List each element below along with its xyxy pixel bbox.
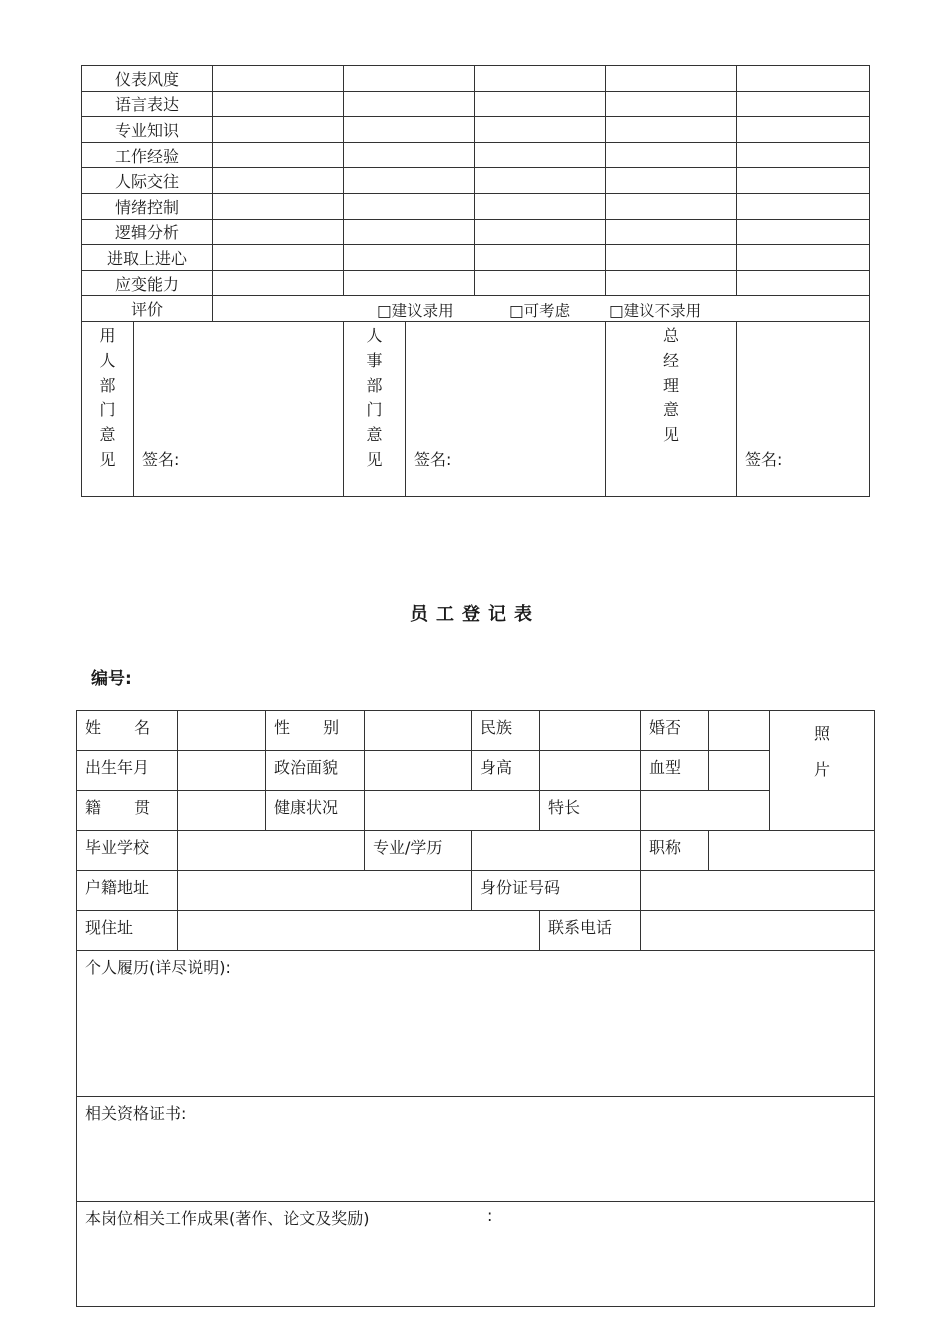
criteria-row bbox=[82, 193, 870, 219]
criteria-label: 逻辑分析 bbox=[82, 219, 213, 245]
reg-row-resume bbox=[77, 951, 875, 1097]
page-title: 员工登记表 bbox=[410, 604, 540, 625]
criteria-label: 情绪控制 bbox=[82, 193, 213, 219]
major-label: 专业/学历 bbox=[365, 831, 472, 871]
score-cell[interactable] bbox=[606, 91, 737, 117]
criteria-row bbox=[82, 117, 870, 143]
criteria-label: 语言表达 bbox=[82, 91, 213, 117]
reg-row-certificates bbox=[77, 1097, 875, 1202]
score-cell[interactable] bbox=[475, 91, 606, 117]
score-cell[interactable] bbox=[606, 66, 737, 92]
criteria-label: 应变能力 bbox=[82, 270, 213, 296]
score-cell[interactable] bbox=[344, 91, 475, 117]
specialty-field[interactable] bbox=[641, 791, 770, 831]
dept-opinion-label: 用 人 部 门 意 见 bbox=[82, 321, 134, 496]
score-cell[interactable] bbox=[344, 193, 475, 219]
major-field[interactable] bbox=[472, 831, 641, 871]
birth-field[interactable] bbox=[178, 751, 266, 791]
achievements-label: 本岗位相关工作成果(著作、论文及奖励) bbox=[85, 1209, 370, 1228]
criteria-row bbox=[82, 168, 870, 194]
reg-row-2 bbox=[77, 751, 875, 791]
serial-number-label: 编号: bbox=[91, 669, 132, 689]
gender-label: 性 别 bbox=[266, 711, 365, 751]
score-cell[interactable] bbox=[475, 66, 606, 92]
criteria-label: 人际交往 bbox=[82, 168, 213, 194]
origin-label: 籍 贯 bbox=[77, 791, 178, 831]
criteria-row bbox=[82, 245, 870, 271]
score-cell[interactable] bbox=[737, 168, 870, 194]
gm-opinion-label: 总 经 理 意 见 bbox=[606, 321, 737, 496]
title-rank-label: 职称 bbox=[641, 831, 709, 871]
id-number-label: 身份证号码 bbox=[472, 871, 641, 911]
score-cell[interactable] bbox=[344, 219, 475, 245]
score-cell[interactable] bbox=[475, 142, 606, 168]
registration-table bbox=[76, 710, 875, 1307]
school-field[interactable] bbox=[178, 831, 365, 871]
score-cell[interactable] bbox=[213, 219, 344, 245]
household-label: 户籍地址 bbox=[77, 871, 178, 911]
rating-options bbox=[213, 296, 870, 322]
origin-field[interactable] bbox=[178, 791, 266, 831]
criteria-row bbox=[82, 66, 870, 92]
score-cell[interactable] bbox=[475, 270, 606, 296]
score-cell[interactable] bbox=[475, 168, 606, 194]
score-cell[interactable] bbox=[213, 117, 344, 143]
height-field[interactable] bbox=[540, 751, 641, 791]
ethnicity-field[interactable] bbox=[540, 711, 641, 751]
score-cell[interactable] bbox=[213, 66, 344, 92]
score-cell[interactable] bbox=[606, 270, 737, 296]
option-recommend[interactable]: □建议录用 bbox=[377, 302, 454, 321]
criteria-label: 进取上进心 bbox=[82, 245, 213, 271]
blood-label: 血型 bbox=[641, 751, 709, 791]
score-cell[interactable] bbox=[475, 219, 606, 245]
score-cell[interactable] bbox=[606, 117, 737, 143]
title-rank-field[interactable] bbox=[709, 831, 875, 871]
opinion-row bbox=[82, 321, 870, 496]
marital-label: 婚否 bbox=[641, 711, 709, 751]
criteria-label: 专业知识 bbox=[82, 117, 213, 143]
score-cell[interactable] bbox=[213, 142, 344, 168]
political-label: 政治面貌 bbox=[266, 751, 365, 791]
score-cell[interactable] bbox=[606, 245, 737, 271]
health-label: 健康状况 bbox=[266, 791, 365, 831]
phone-label: 联系电话 bbox=[540, 911, 641, 951]
hr-opinion-label: 人 事 部 门 意 见 bbox=[344, 321, 406, 496]
school-label: 毕业学校 bbox=[77, 831, 178, 871]
address-field[interactable] bbox=[178, 911, 540, 951]
score-cell[interactable] bbox=[344, 168, 475, 194]
ethnicity-label: 民族 bbox=[472, 711, 540, 751]
score-cell[interactable] bbox=[213, 168, 344, 194]
score-cell[interactable] bbox=[344, 117, 475, 143]
political-field[interactable] bbox=[365, 751, 472, 791]
score-cell[interactable] bbox=[475, 193, 606, 219]
score-cell[interactable] bbox=[475, 245, 606, 271]
resume-block[interactable]: 个人履历(详尽说明): bbox=[77, 951, 875, 1097]
marital-field[interactable] bbox=[709, 711, 770, 751]
score-cell[interactable] bbox=[737, 91, 870, 117]
criteria-label: 工作经验 bbox=[82, 142, 213, 168]
household-field[interactable] bbox=[178, 871, 472, 911]
certificates-block[interactable]: 相关资格证书: bbox=[77, 1097, 875, 1202]
criteria-row bbox=[82, 270, 870, 296]
birth-label: 出生年月 bbox=[77, 751, 178, 791]
score-cell[interactable] bbox=[475, 117, 606, 143]
gm-signature[interactable]: 签名: bbox=[737, 321, 870, 496]
reg-row-achievements bbox=[77, 1202, 875, 1307]
reg-row-3 bbox=[77, 791, 875, 831]
score-cell[interactable] bbox=[344, 270, 475, 296]
score-cell[interactable] bbox=[737, 142, 870, 168]
score-cell[interactable] bbox=[606, 168, 737, 194]
score-cell[interactable] bbox=[606, 219, 737, 245]
evaluation-table bbox=[81, 65, 870, 497]
score-cell[interactable] bbox=[737, 219, 870, 245]
specialty-label: 特长 bbox=[540, 791, 641, 831]
name-label: 姓 名 bbox=[77, 711, 178, 751]
score-cell[interactable] bbox=[737, 270, 870, 296]
height-label: 身高 bbox=[472, 751, 540, 791]
criteria-label: 仪表风度 bbox=[82, 66, 213, 92]
criteria-row bbox=[82, 91, 870, 117]
gender-field[interactable] bbox=[365, 711, 472, 751]
score-cell[interactable] bbox=[213, 270, 344, 296]
score-cell[interactable] bbox=[606, 193, 737, 219]
address-label: 现住址 bbox=[77, 911, 178, 951]
photo-box[interactable]: 照 片 bbox=[770, 711, 875, 831]
hr-signature[interactable]: 签名: bbox=[406, 321, 606, 496]
score-cell[interactable] bbox=[606, 142, 737, 168]
score-cell[interactable] bbox=[213, 245, 344, 271]
score-cell[interactable] bbox=[737, 117, 870, 143]
name-field[interactable] bbox=[178, 711, 266, 751]
score-cell[interactable] bbox=[344, 142, 475, 168]
reg-row-1 bbox=[77, 711, 875, 751]
rating-row bbox=[82, 296, 870, 322]
score-cell[interactable] bbox=[213, 193, 344, 219]
criteria-row bbox=[82, 142, 870, 168]
reg-row-5 bbox=[77, 871, 875, 911]
health-field[interactable] bbox=[365, 791, 540, 831]
score-cell[interactable] bbox=[737, 193, 870, 219]
reg-row-6 bbox=[77, 911, 875, 951]
achievements-colon: : bbox=[487, 1206, 493, 1225]
dept-signature[interactable]: 签名: bbox=[134, 321, 344, 496]
id-number-field[interactable] bbox=[641, 871, 875, 911]
blood-field[interactable] bbox=[709, 751, 770, 791]
phone-field[interactable] bbox=[641, 911, 875, 951]
score-cell[interactable] bbox=[737, 66, 870, 92]
reg-row-4 bbox=[77, 831, 875, 871]
option-consider[interactable]: □可考虑 bbox=[509, 302, 571, 321]
score-cell[interactable] bbox=[737, 245, 870, 271]
score-cell[interactable] bbox=[344, 245, 475, 271]
score-cell[interactable] bbox=[213, 91, 344, 117]
criteria-row bbox=[82, 219, 870, 245]
rating-label: 评价 bbox=[82, 296, 213, 322]
achievements-block[interactable] bbox=[77, 1202, 875, 1307]
score-cell[interactable] bbox=[344, 66, 475, 92]
option-not-recommend[interactable]: □建议不录用 bbox=[609, 302, 702, 321]
